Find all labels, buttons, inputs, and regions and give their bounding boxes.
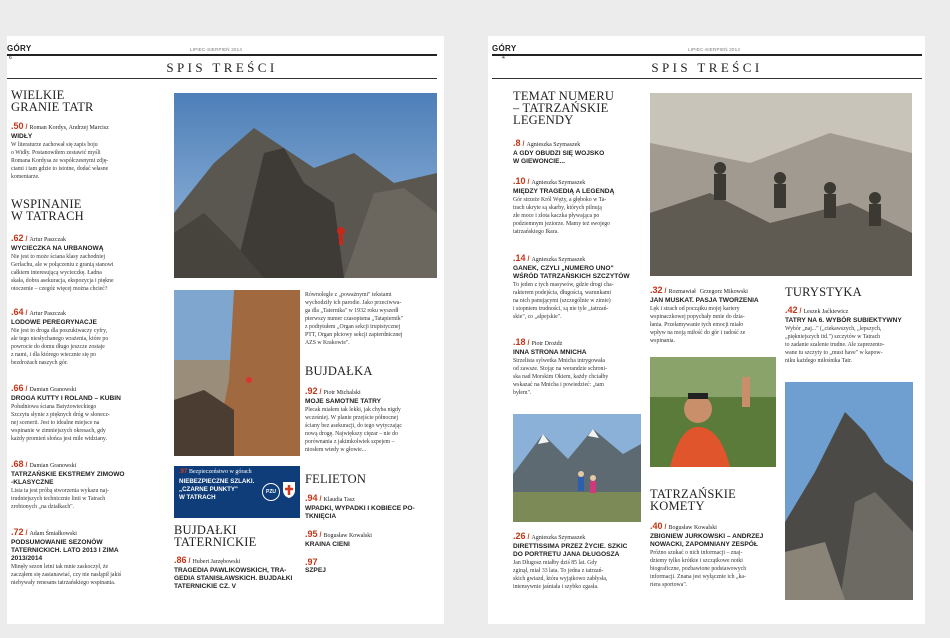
section-title: BUJDAŁKI TATERNICKIE [174, 523, 257, 549]
heading-rule [492, 78, 922, 79]
toc-entry[interactable]: .50 / Roman Kordys, Andrzej Marcisz WIDŁY W literaturze zachował się zapis boju o Widły. Postanowiłem zestawić myśli Romana Kordysa ze współczesnymi zdję- ciami i tam gdzie to istotne, dodać własne komentarze. [11, 120, 141, 181]
magazine-logo: GÓRY [7, 44, 32, 53]
toc-entry[interactable]: .42 / Leszek Jaćkiewicz TATRY NA 6. WYBÓR SUBIEKTYWNY Wybór „naj..." („ciekawszych, „lepszych, „piękniejszych itd.") szczytów w Tatrach to zadanie szalenie trudne. Ale zaprezento- wane tu szczyty to „must have" w kapow- niku każdego miłośnika Tatr. [785, 304, 915, 365]
magazine-logo: GÓRY [492, 44, 517, 53]
top-rule [492, 54, 922, 56]
toc-entry[interactable]: .86 / Hubert Jarzębowski TRAGEDIA PAWLIKOWSKICH, TRA- GEDIA STANISŁAWSKICH. BUJDAŁKI TATERNICKIE CZ. V [174, 554, 302, 591]
entry-title: LODOWE PEREGRYNACJE [11, 319, 97, 326]
toc-entry[interactable]: .95 / Bogusław Kowalski KRAINA CIENI [305, 528, 440, 549]
entry-title: TATRZAŃSKIE EKSTREMY ZIMOWO -KLASYCZNE [11, 471, 125, 486]
section-title: BUJDAŁKA [305, 364, 373, 378]
mountain-ridge-photo [174, 93, 437, 278]
section-title: TURYSTYKA [785, 285, 862, 299]
mountain-peak-photo [785, 382, 913, 600]
entry-title: KRAINA CIENI [305, 541, 350, 548]
toc-entry[interactable]: .14 / Agnieszka Szymaszek GANEK, CZYLI „NUMERO UNO" WŚRÓD TATRZAŃSKICH SZCZYTÓW To jeden z tych masywów, gdzie drogi cha- rakterem podejścia, długością, warunkami na nich panującymi (szczególnie w zimie) i stopniem trudności, są nie tyle „tatrzań- skie", co „alpejskie". [513, 252, 643, 321]
page-number: 4 [502, 55, 505, 61]
toc-entry[interactable]: .92 / Piotr Michalski MOJE SAMOTNE TATRY Plecak miałem tak lekki, jak chyba nigdy wcześniej. W planie przejście północnej ściany bez asekuracji, do tego wytyczając nową drogę. Największy cięzar – nie do porównania z jakimkolwiek szpejem – niosłem wtedy w głowie... [305, 385, 440, 454]
entry-title: TRAGEDIA PAWLIKOWSKICH, TRA- GEDIA STANISŁAWSKICH. BUJDAŁKI TATERNICKIE CZ. V [174, 567, 293, 590]
banner-title: NIEBEZPIECZNE SZLAKI. „CZARNE PUNKTY" W TATRACH [179, 478, 255, 501]
top-rule [7, 54, 437, 56]
section-title-line: WIELKIE [11, 88, 65, 102]
entry-title: GANEK, CZYLI „NUMERO UNO" WŚRÓD TATRZAŃSKICH SZCZYTÓW [513, 265, 630, 280]
toc-entry[interactable]: .40 / Bogusław Kowalski ZBIGNIEW JURKOWSKI – ANDRZEJ NOWACKI, ZAPOMNIANY ZESPÓŁ Próżno szukać o nich informacji – znaj- dziemy tylko krótkie i szczątkowe notki biograficzne, pozbawione podstawowych informacji. Znana jest wyłącznie ich „ka- riera sportowa". [650, 520, 778, 589]
column-text: Równolegle z „poważnymi" tekstami wychodziły ich parodie. Jako przeciwwa- ga dla „Taternika" w 1932 roku wyszedł pierwszy numer czasopisma „Tatapiernik" z podtytułem „Organ sekcji trupistycznej PTT, Organ płciowy sekcji zapierdnicznej AZS w Krakowie". [305, 292, 404, 346]
toc-entry[interactable]: .8 / Agnieszka Szymaszek A GDY OBUDZI SIĘ WOJSKO W GIEWONCIE... [513, 137, 643, 166]
left-page [7, 36, 444, 624]
section-title-line: GRANIE TATR [11, 100, 94, 114]
entry-title: WYCIECZKA NA URBANOWĄ [11, 245, 104, 252]
toc-entry[interactable]: .97 SZPEJ [305, 556, 440, 575]
entry-title: DIRETTISSIMA PRZEZ ŻYCIE. SZKIC DO PORTRETU JANA DŁUGOSZA [513, 543, 628, 558]
section-title [11, 198, 84, 222]
entry-title: MOJE SAMOTNE TATRY [305, 398, 382, 405]
entry-title: PODSUMOWANIE SEZONÓW TATERNICKICH. LATO 2013 I ZIMA 2013/2014 [11, 539, 119, 562]
entry-title: MIĘDZY TRAGEDIĄ A LEGENDĄ [513, 188, 615, 195]
banner-subtitle: Bezpieczeństwo w górach [189, 469, 252, 475]
entry-title: WIDŁY [11, 133, 33, 140]
entry-title: A GDY OBUDZI SIĘ WOJSKO W GIEWONCIE... [513, 150, 605, 165]
section-title-line: W TATRACH [11, 209, 84, 223]
entry-title: ZBIGNIEW JURKOWSKI – ANDRZEJ NOWACKI, ZAPOMNIANY ZESPÓŁ [650, 533, 764, 548]
entry-author: Roman Kordys, Andrzej Marcisz [29, 125, 109, 131]
section-title [11, 89, 94, 113]
toc-entry[interactable]: .32 / Rozmawiał Grzegorz Mikowski JAN MUSKAT. PASJA TWORZENIA Lęk i strach od początku mojej kariery wspinaczkowej popychały mnie do dzia- łania. Przełamywanie tych emocji miało wpływ na moją miłość do gór i radość ze wspinania. [650, 284, 778, 345]
toc-heading: SPIS TREŚCI [166, 60, 278, 75]
toc-entry[interactable]: .68 / Damian Granowski TATRZAŃSKIE EKSTREMY ZIMOWO -KLASYCZNE Lista ta jest próbą stworzenia wykazu naj- trudniejszych technicznie linii w Tatrach zrobionych „na działkach". [11, 458, 141, 511]
banner-page: .97 [179, 469, 188, 475]
portrait-photo [650, 357, 776, 467]
entry-desc: W literaturze zachował się zapis boju o Widły. Postanowiłem zestawić myśli Romana Kordysa ze współczesnymi zdję- ciami i tam gdzie to istotne, dodać własne komentarze. [11, 142, 109, 180]
entry-title: INNA STRONA MNICHA [513, 349, 587, 356]
entry-title: JAN MUSKAT. PASJA TWORZENIA [650, 297, 759, 304]
right-page [488, 36, 925, 624]
section-title: TEMAT NUMERU – TATRZAŃSKIE LEGENDY [513, 89, 615, 127]
climber-photo [174, 290, 300, 456]
toc-entry[interactable]: .10 / Agnieszka Szymaszek MIĘDZY TRAGEDIĄ A LEGENDĄ Gór strzeże Król Węży, a głęboko w Ta- trach ukryte są skarby, których pilnują złe moce i złota kaczka pływająca po podziemnym jeziorze. Mamy też swojego tatrzańskiego Ikara. [513, 175, 643, 236]
mountain-lake-photo [513, 414, 641, 522]
pzu-logo: PZU [262, 483, 280, 501]
entry-title: SZPEJ [305, 567, 326, 574]
section-title: FELIETON [305, 472, 367, 486]
section-title-line: WSPINANIE [11, 197, 82, 211]
section-title: TATRZAŃSKIE KOMETY [650, 487, 736, 513]
toc-entry[interactable]: .18 / Piotr Drożdż INNA STRONA MNICHA Strzelista sylwetka Mnicha intrygowała od zawsze. Stojąc na werandzie schroni- ska nad Morskim Okiem, każdy chciałby wskazać na Mnicha i powiedzieć: „tam byłem". [513, 336, 643, 397]
toc-entry[interactable]: .94 / Klaudia Tasz WPADKI, WYPADKI I KOBIECE PO- TKNIĘCIA [305, 492, 440, 521]
toc-entry[interactable]: .62 / Artur Paszczak WYCIECZKA NA URBANOWĄ Nie jest to może ściana klasy zachodniej Gerlachu, ale w połączeniu z granią stanowi całkiem interesującą wycieczkę. Ładna skała, dobra asekuracja, ekspozycja i piękne otoczenie – czegóż więcej można chcieć? [11, 232, 141, 293]
toc-entry[interactable]: .26 / Agnieszka Szymaszek DIRETTISSIMA PRZEZ ŻYCIE. SZKIC DO PORTRETU JANA DŁUGOSZA Jan Długosz miałby dziś 85 lat. Gdy zginął, miał 33 lata. To jedna z tatrzań- skich gwiazd, która wyjątkowo zabłysła, intensywnie jaśniała i szybko zgasła. [513, 530, 643, 591]
safety-ad-banner[interactable] [174, 466, 300, 518]
entry-title: WPADKI, WYPADKI I KOBIECE PO- TKNIĘCIA [305, 505, 415, 520]
entry-page: .50 [11, 121, 24, 131]
issue-date: LIPIEC-SIERPIEŃ 2014 [190, 47, 243, 52]
historic-climbers-photo [650, 93, 912, 276]
entry-title: DROGA KUTTY I ROLAND – KUBIN [11, 395, 121, 402]
heading-rule [7, 78, 437, 79]
toc-heading: SPIS TREŚCI [651, 60, 763, 75]
page-number: 6 [9, 55, 12, 61]
shield-icon [282, 481, 296, 499]
toc-entry[interactable]: .64 / Artur Paszczak LODOWE PEREGRYNACJE Nie jest to droga dla poszukiwaczy cyfry, ale tego niesłychanego wrażenia, które po powrocie do domu długo jeszcze zostaje z nami, i dla którego wiecznie się po bezdrożach naszych gór. [11, 306, 141, 367]
issue-date: LIPIEC-SIERPIEŃ 2014 [688, 47, 741, 52]
entry-title: TATRY NA 6. WYBÓR SUBIEKTYWNY [785, 317, 902, 324]
toc-entry[interactable]: .66 / Damian Granowski DROGA KUTTY I ROLAND – KUBIN Południowa ściana Batyżowieckiego Szczytu słynie z pięknych dróg w słonecz- nej scenerii. Jest to idealne miejsce na wspinanie w zimniejszych okresach, gdy każdy promień słońca jest mile widziany. [11, 382, 141, 443]
toc-entry[interactable]: .72 / Adam Śmiałkowski PODSUMOWANIE SEZONÓW TATERNICKICH. LATO 2013 I ZIMA 2013/2014 Minęły sezon letni tak mnie zaskoczył, że zacząłem się zastanawiać, czy nie nasłąpił jakiś niebywały renesans tatrzańskiego wspinania. [11, 526, 141, 587]
